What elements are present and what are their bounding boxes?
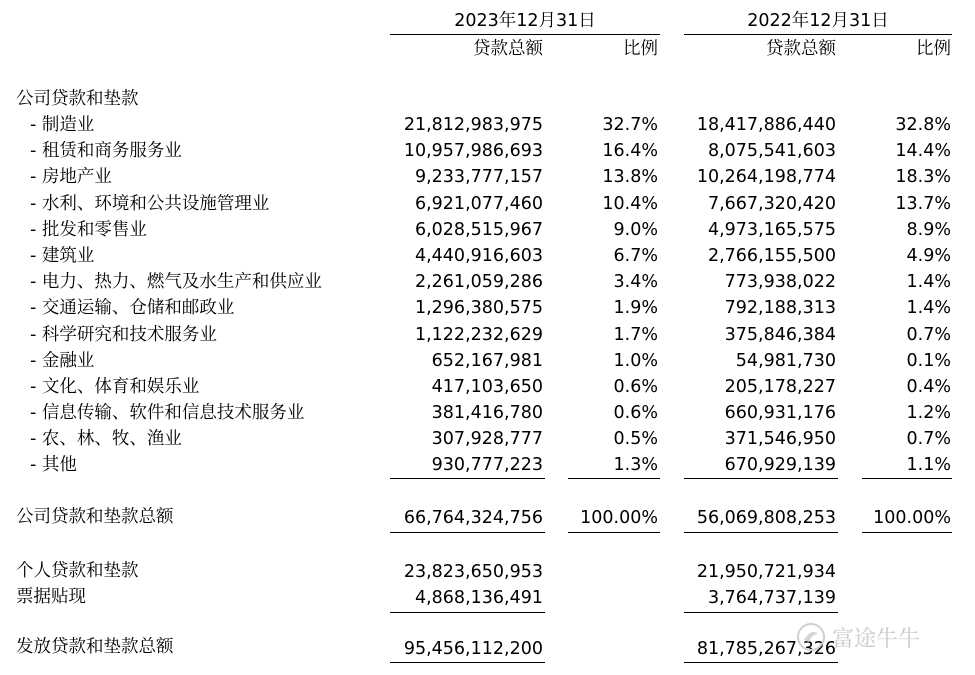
corporate-total-underline-amount-2023 [390, 532, 545, 533]
row-amount-2023: 1,122,232,629 [414, 325, 543, 345]
subtotal-line-amount-2022 [684, 478, 838, 479]
amount-col-header-2023: 贷款总额 [473, 39, 543, 59]
row-ratio-2023: 10.4% [602, 194, 658, 214]
row-amount-2023: 417,103,650 [431, 377, 543, 397]
row-amount-2023: 4,440,916,603 [414, 246, 543, 266]
row-ratio-2022: 13.7% [895, 194, 951, 214]
row-amount-2023: 21,812,983,975 [403, 115, 543, 135]
row-amount-2022: 7,667,320,420 [707, 194, 836, 214]
row-label: - 交通运输、仓储和邮政业 [30, 298, 235, 318]
personal-loans-amount-2022: 21,950,721,934 [696, 562, 836, 582]
row-label: - 制造业 [30, 115, 95, 135]
row-ratio-2022: 8.9% [906, 220, 951, 240]
grand-total-underline-2022 [684, 662, 838, 663]
row-ratio-2022: 14.4% [895, 141, 951, 161]
row-amount-2022: 773,938,022 [724, 272, 836, 292]
row-ratio-2023: 1.3% [613, 455, 658, 475]
discounted-bills-amount-2023: 4,868,136,491 [414, 588, 543, 608]
personal-loans-amount-2023: 23,823,650,953 [403, 562, 543, 582]
row-amount-2023: 381,416,780 [431, 403, 543, 423]
corporate-total-amount-2023: 66,764,324,756 [403, 508, 543, 528]
row-amount-2022: 8,075,541,603 [707, 141, 836, 161]
period-2023-header: 2023年12月31日 [454, 11, 596, 31]
ratio-col-header-2022: 比例 [916, 39, 951, 59]
row-ratio-2023: 0.6% [613, 377, 658, 397]
row-ratio-2022: 1.4% [906, 272, 951, 292]
row-ratio-2023: 13.8% [602, 167, 658, 187]
row-amount-2022: 2,766,155,500 [707, 246, 836, 266]
row-amount-2023: 9,233,777,157 [414, 167, 543, 187]
row-ratio-2022: 0.7% [906, 325, 951, 345]
row-ratio-2022: 18.3% [895, 167, 951, 187]
corporate-total-underline-amount-2022 [684, 532, 838, 533]
row-amount-2023: 6,921,077,460 [414, 194, 543, 214]
row-ratio-2022: 0.4% [906, 377, 951, 397]
header-underline-2022 [684, 34, 952, 35]
row-ratio-2023: 0.6% [613, 403, 658, 423]
row-label: - 房地产业 [30, 167, 112, 187]
row-amount-2022: 205,178,227 [724, 377, 836, 397]
discount-underline-2022 [684, 612, 838, 613]
row-amount-2022: 792,188,313 [724, 298, 836, 318]
row-label: - 批发和零售业 [30, 220, 147, 240]
row-ratio-2023: 6.7% [613, 246, 658, 266]
row-label: - 租赁和商务服务业 [30, 141, 182, 161]
row-ratio-2023: 1.9% [613, 298, 658, 318]
header-underline-2023 [390, 34, 660, 35]
futu-logo-icon [796, 622, 826, 652]
row-amount-2022: 10,264,198,774 [696, 167, 836, 187]
discount-underline-2023 [390, 612, 545, 613]
row-amount-2022: 18,417,886,440 [696, 115, 836, 135]
corporate-total-ratio-2022: 100.00% [873, 508, 951, 528]
corporate-section-title: 公司贷款和垫款 [16, 89, 139, 109]
row-label: - 农、林、牧、渔业 [30, 429, 182, 449]
row-amount-2022: 4,973,165,575 [707, 220, 836, 240]
row-ratio-2023: 1.0% [613, 351, 658, 371]
grand-total-underline-2023 [390, 662, 545, 663]
corporate-total-underline-ratio-2023 [568, 532, 660, 533]
row-ratio-2023: 1.7% [613, 325, 658, 345]
row-label: - 文化、体育和娱乐业 [30, 377, 200, 397]
row-amount-2022: 670,929,139 [724, 455, 836, 475]
row-amount-2022: 375,846,384 [724, 325, 836, 345]
discounted-bills-amount-2022: 3,764,737,139 [707, 588, 836, 608]
subtotal-line-amount-2023 [390, 478, 545, 479]
row-label: - 建筑业 [30, 246, 95, 266]
row-amount-2023: 10,957,986,693 [403, 141, 543, 161]
row-amount-2023: 307,928,777 [431, 429, 543, 449]
row-label: - 信息传输、软件和信息技术服务业 [30, 403, 305, 423]
row-ratio-2023: 3.4% [613, 272, 658, 292]
subtotal-line-ratio-2023 [568, 478, 660, 479]
corporate-total-ratio-2023: 100.00% [580, 508, 658, 528]
grand-total-label: 发放贷款和垫款总额 [16, 637, 174, 657]
row-ratio-2022: 1.2% [906, 403, 951, 423]
watermark-text: 富途牛牛 [832, 626, 921, 652]
row-label: - 金融业 [30, 351, 95, 371]
row-amount-2022: 54,981,730 [735, 351, 836, 371]
row-amount-2022: 371,546,950 [724, 429, 836, 449]
row-label: - 水利、环境和公共设施管理业 [30, 194, 270, 214]
row-ratio-2022: 4.9% [906, 246, 951, 266]
row-amount-2023: 2,261,059,286 [414, 272, 543, 292]
row-ratio-2022: 0.7% [906, 429, 951, 449]
row-ratio-2023: 32.7% [602, 115, 658, 135]
row-ratio-2023: 9.0% [613, 220, 658, 240]
row-amount-2022: 660,931,176 [724, 403, 836, 423]
corporate-total-amount-2022: 56,069,808,253 [696, 508, 836, 528]
row-ratio-2022: 32.8% [895, 115, 951, 135]
row-amount-2023: 1,296,380,575 [414, 298, 543, 318]
corporate-total-underline-ratio-2022 [862, 532, 952, 533]
period-2022-header: 2022年12月31日 [747, 11, 889, 31]
grand-total-amount-2022: 81,785,267,326 [696, 639, 836, 659]
row-ratio-2023: 16.4% [602, 141, 658, 161]
discounted-bills-label: 票据贴现 [16, 587, 86, 607]
row-ratio-2022: 1.4% [906, 298, 951, 318]
row-amount-2023: 652,167,981 [431, 351, 543, 371]
ratio-col-header-2023: 比例 [623, 39, 658, 59]
amount-col-header-2022: 贷款总额 [766, 39, 836, 59]
row-ratio-2022: 1.1% [906, 455, 951, 475]
watermark [796, 620, 961, 654]
subtotal-line-ratio-2022 [862, 478, 952, 479]
row-label: - 其他 [30, 455, 77, 475]
row-label: - 电力、热力、燃气及水生产和供应业 [30, 272, 322, 292]
row-ratio-2023: 0.5% [613, 429, 658, 449]
row-amount-2023: 6,028,515,967 [414, 220, 543, 240]
row-label: - 科学研究和技术服务业 [30, 325, 217, 345]
row-amount-2023: 930,777,223 [431, 455, 543, 475]
row-ratio-2022: 0.1% [906, 351, 951, 371]
personal-loans-label: 个人贷款和垫款 [16, 561, 139, 581]
corporate-total-label: 公司贷款和垫款总额 [16, 507, 174, 527]
grand-total-amount-2023: 95,456,112,200 [403, 639, 543, 659]
